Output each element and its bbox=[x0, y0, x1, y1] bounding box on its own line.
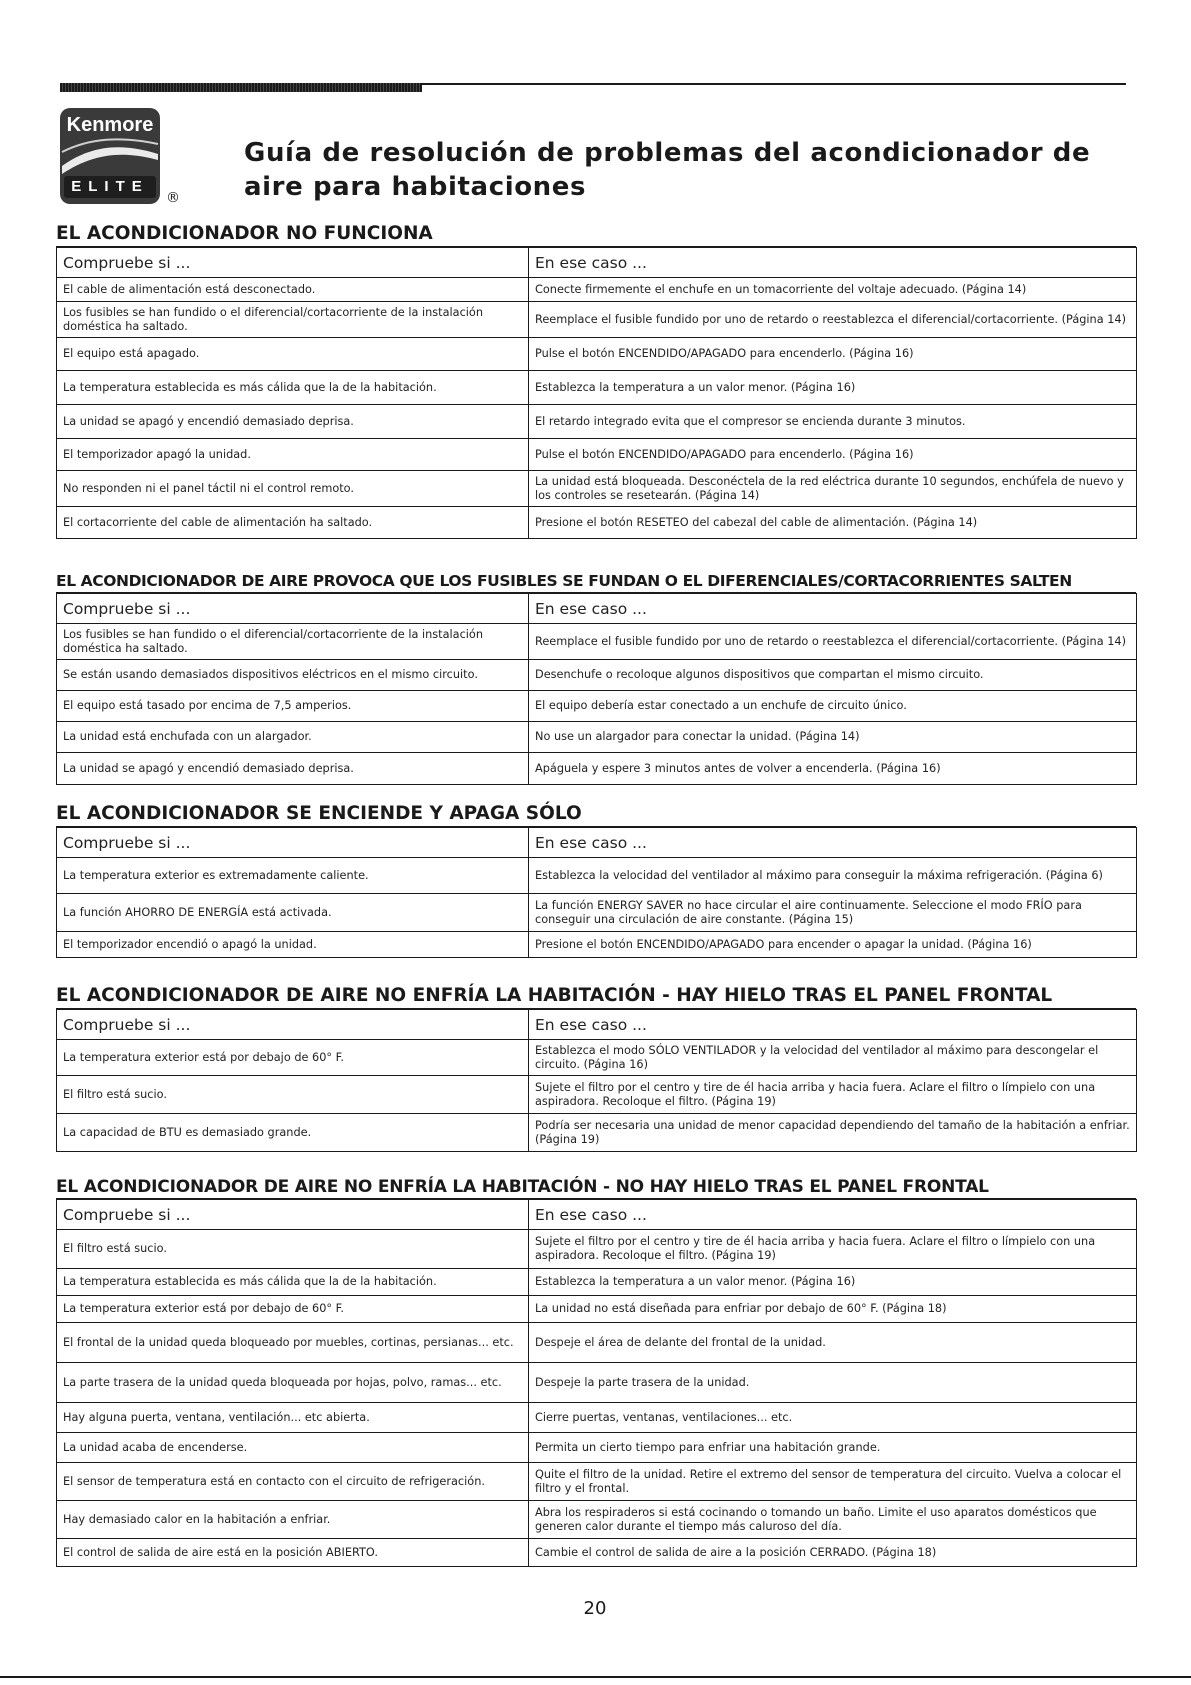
check-cell: El filtro está sucio. bbox=[57, 1076, 529, 1114]
then-cell: El retardo integrado evita que el compresor se encienda durante 3 minutos. bbox=[529, 405, 1137, 439]
page-number: 20 bbox=[583, 1598, 607, 1619]
logo-sub-text: ELITE bbox=[71, 178, 149, 195]
check-cell: La unidad está enchufada con un alargador. bbox=[57, 722, 529, 753]
table-row bbox=[57, 302, 1137, 338]
check-cell: El filtro está sucio. bbox=[57, 1230, 529, 1269]
then-cell: Podría ser necesaria una unidad de menor capacidad dependiendo del tamaño de la habitación a enfriar. (Página 19) bbox=[529, 1114, 1137, 1152]
table-row bbox=[57, 1501, 1137, 1539]
check-cell: El equipo está apagado. bbox=[57, 338, 529, 371]
check-cell: El equipo está tasado por encima de 7,5 amperios. bbox=[57, 691, 529, 722]
table-row bbox=[57, 1076, 1137, 1114]
table-row bbox=[57, 660, 1137, 691]
then-cell: Establezca la velocidad del ventilador al máximo para conseguir la máxima refrigeración. (Página 6) bbox=[529, 858, 1137, 894]
table-header-row bbox=[57, 1010, 1137, 1040]
then-cell: Pulse el botón ENCENDIDO/APAGADO para encenderlo. (Página 16) bbox=[529, 439, 1137, 471]
table-row bbox=[57, 1323, 1137, 1363]
table-row bbox=[57, 858, 1137, 894]
then-cell: Presione el botón ENCENDIDO/APAGADO para encender o apagar la unidad. (Página 16) bbox=[529, 932, 1137, 958]
troubleshooting-table bbox=[56, 827, 1137, 958]
table-row bbox=[57, 405, 1137, 439]
then-cell: No use un alargador para conectar la unidad. (Página 14) bbox=[529, 722, 1137, 753]
troubleshooting-table bbox=[56, 1009, 1137, 1152]
then-cell: La función ENERGY SAVER no hace circular el aire continuamente. Seleccione el modo FRÍO para conseguir una circulación de aire constante. (Página 15) bbox=[529, 894, 1137, 932]
section-no-hay-hielo bbox=[56, 1176, 1136, 1567]
check-cell: El control de salida de aire está en la posición ABIERTO. bbox=[57, 1539, 529, 1567]
column-header-then: En ese caso ... bbox=[529, 248, 1137, 278]
section-heading: EL ACONDICIONADOR DE AIRE NO ENFRÍA LA HABITACIÓN - NO HAY HIELO TRAS EL PANEL FRONTAL bbox=[56, 1176, 1136, 1199]
check-cell: Hay demasiado calor en la habitación a enfriar. bbox=[57, 1501, 529, 1539]
table-row bbox=[57, 1296, 1137, 1323]
logo-badge bbox=[60, 108, 160, 204]
check-cell: Se están usando demasiados dispositivos eléctricos en el mismo circuito. bbox=[57, 660, 529, 691]
table-row bbox=[57, 1269, 1137, 1296]
table-header-row bbox=[57, 248, 1137, 278]
table-row bbox=[57, 753, 1137, 785]
table-row bbox=[57, 1539, 1137, 1567]
then-cell: El equipo debería estar conectado a un enchufe de circuito único. bbox=[529, 691, 1137, 722]
section-heading: EL ACONDICIONADOR DE AIRE PROVOCA QUE LOS FUSIBLES SE FUNDAN O EL DIFERENCIALES/CORTACORRIENTES SALTEN bbox=[56, 570, 1136, 593]
then-cell: La unidad está bloqueada. Desconéctela de la red eléctrica durante 10 segundos, enchúfela de nuevo y los controles se resetearán. (Página 14) bbox=[529, 471, 1137, 507]
logo-brand-text: Kenmore bbox=[66, 114, 154, 136]
check-cell: La función AHORRO DE ENERGÍA está activada. bbox=[57, 894, 529, 932]
check-cell: La temperatura exterior está por debajo de 60° F. bbox=[57, 1296, 529, 1323]
then-cell: Establezca la temperatura a un valor menor. (Página 16) bbox=[529, 1269, 1137, 1296]
check-cell: La unidad acaba de encenderse. bbox=[57, 1433, 529, 1463]
table-header-row bbox=[57, 828, 1137, 858]
check-cell: El temporizador apagó la unidad. bbox=[57, 439, 529, 471]
check-cell: La temperatura establecida es más cálida que la de la habitación. bbox=[57, 371, 529, 405]
table-row bbox=[57, 1433, 1137, 1463]
section-heading: EL ACONDICIONADOR DE AIRE NO ENFRÍA LA HABITACIÓN - HAY HIELO TRAS EL PANEL FRONTAL bbox=[56, 984, 1136, 1009]
troubleshooting-table bbox=[56, 593, 1137, 785]
bottom-rule bbox=[0, 1676, 1191, 1678]
column-header-then: En ese caso ... bbox=[529, 594, 1137, 624]
check-cell: El temporizador encendió o apagó la unidad. bbox=[57, 932, 529, 958]
check-cell: El frontal de la unidad queda bloqueado por muebles, cortinas, persianas... etc. bbox=[57, 1323, 529, 1363]
check-cell: La capacidad de BTU es demasiado grande. bbox=[57, 1114, 529, 1152]
then-cell: Permita un cierto tiempo para enfriar una habitación grande. bbox=[529, 1433, 1137, 1463]
then-cell: Establezca la temperatura a un valor menor. (Página 16) bbox=[529, 371, 1137, 405]
table-header-row bbox=[57, 594, 1137, 624]
table-row bbox=[57, 278, 1137, 302]
table-row bbox=[57, 1463, 1137, 1501]
section-no-funciona bbox=[56, 222, 1136, 539]
check-cell: La unidad se apagó y encendió demasiado deprisa. bbox=[57, 405, 529, 439]
then-cell: Reemplace el fusible fundido por uno de retardo o reestablezca el diferencial/cortacorriente. (Página 14) bbox=[529, 624, 1137, 660]
column-header-check: Compruebe si ... bbox=[57, 1010, 529, 1040]
then-cell: Conecte firmemente el enchufe en un tomacorriente del voltaje adecuado. (Página 14) bbox=[529, 278, 1137, 302]
top-rule-accent bbox=[60, 83, 422, 92]
column-header-check: Compruebe si ... bbox=[57, 828, 529, 858]
check-cell: Los fusibles se han fundido o el diferencial/cortacorriente de la instalación doméstica ha saltado. bbox=[57, 624, 529, 660]
then-cell: Apáguela y espere 3 minutos antes de volver a encenderla. (Página 16) bbox=[529, 753, 1137, 785]
table-row bbox=[57, 1114, 1137, 1152]
then-cell: Cambie el control de salida de aire a la posición CERRADO. (Página 18) bbox=[529, 1539, 1137, 1567]
then-cell: Sujete el filtro por el centro y tire de él hacia arriba y hacia fuera. Aclare el filtro o límpielo con una aspiradora. Recoloque el filtro. (Página 19) bbox=[529, 1076, 1137, 1114]
then-cell: Despeje el área de delante del frontal de la unidad. bbox=[529, 1323, 1137, 1363]
then-cell: Pulse el botón ENCENDIDO/APAGADO para encenderlo. (Página 16) bbox=[529, 338, 1137, 371]
table-row bbox=[57, 1403, 1137, 1433]
table-row bbox=[57, 1230, 1137, 1269]
check-cell: La temperatura exterior es extremadamente caliente. bbox=[57, 858, 529, 894]
check-cell: Hay alguna puerta, ventana, ventilación... etc abierta. bbox=[57, 1403, 529, 1433]
section-enciende-apaga bbox=[56, 802, 1136, 958]
column-header-then: En ese caso ... bbox=[529, 828, 1137, 858]
section-fusibles bbox=[56, 570, 1136, 785]
kenmore-elite-logo bbox=[60, 108, 180, 208]
table-row bbox=[57, 338, 1137, 371]
check-cell: No responden ni el panel táctil ni el control remoto. bbox=[57, 471, 529, 507]
check-cell: Los fusibles se han fundido o el diferencial/cortacorriente de la instalación doméstica ha saltado. bbox=[57, 302, 529, 338]
check-cell: El cable de alimentación está desconectado. bbox=[57, 278, 529, 302]
check-cell: La unidad se apagó y encendió demasiado deprisa. bbox=[57, 753, 529, 785]
table-row bbox=[57, 722, 1137, 753]
table-row bbox=[57, 507, 1137, 539]
table-row bbox=[57, 1363, 1137, 1403]
check-cell: El cortacorriente del cable de alimentación ha saltado. bbox=[57, 507, 529, 539]
then-cell: Quite el filtro de la unidad. Retire el extremo del sensor de temperatura del circuito. Vuelva a colocar el filtro y el frontal. bbox=[529, 1463, 1137, 1501]
table-row bbox=[57, 439, 1137, 471]
table-row bbox=[57, 1040, 1137, 1076]
column-header-check: Compruebe si ... bbox=[57, 1200, 529, 1230]
page-title: Guía de resolución de problemas del acondicionador de aire para habitaciones bbox=[244, 138, 1091, 202]
check-cell: La parte trasera de la unidad queda bloqueada por hojas, polvo, ramas... etc. bbox=[57, 1363, 529, 1403]
table-row bbox=[57, 894, 1137, 932]
check-cell: El sensor de temperatura está en contacto con el circuito de refrigeración. bbox=[57, 1463, 529, 1501]
column-header-then: En ese caso ... bbox=[529, 1200, 1137, 1230]
table-row bbox=[57, 371, 1137, 405]
column-header-then: En ese caso ... bbox=[529, 1010, 1137, 1040]
then-cell: Cierre puertas, ventanas, ventilaciones... etc. bbox=[529, 1403, 1137, 1433]
then-cell: Establezca el modo SÓLO VENTILADOR y la velocidad del ventilador al máximo para descongelar el circuito. (Página 16) bbox=[529, 1040, 1137, 1076]
table-row bbox=[57, 932, 1137, 958]
then-cell: Presione el botón RESETEO del cabezal del cable de alimentación. (Página 14) bbox=[529, 507, 1137, 539]
table-row bbox=[57, 624, 1137, 660]
troubleshooting-table bbox=[56, 247, 1137, 539]
then-cell: Despeje la parte trasera de la unidad. bbox=[529, 1363, 1137, 1403]
section-heading: EL ACONDICIONADOR NO FUNCIONA bbox=[56, 222, 1136, 247]
then-cell: Abra los respiraderos si está cocinando o tomando un baño. Limite el uso aparatos domésticos que generen calor durante el tiempo más caluroso del día. bbox=[529, 1501, 1137, 1539]
troubleshooting-table bbox=[56, 1199, 1137, 1567]
section-heading: EL ACONDICIONADOR SE ENCIENDE Y APAGA SÓLO bbox=[56, 802, 1136, 827]
check-cell: La temperatura exterior está por debajo de 60° F. bbox=[57, 1040, 529, 1076]
then-cell: Desenchufe o recoloque algunos dispositivos que compartan el mismo circuito. bbox=[529, 660, 1137, 691]
check-cell: La temperatura establecida es más cálida que la de la habitación. bbox=[57, 1269, 529, 1296]
then-cell: La unidad no está diseñada para enfriar por debajo de 60° F. (Página 18) bbox=[529, 1296, 1137, 1323]
column-header-check: Compruebe si ... bbox=[57, 594, 529, 624]
table-header-row bbox=[57, 1200, 1137, 1230]
then-cell: Sujete el filtro por el centro y tire de él hacia arriba y hacia fuera. Aclare el filtro o límpielo con una aspiradora. Recoloque el filtro. (Página 19) bbox=[529, 1230, 1137, 1269]
column-header-check: Compruebe si ... bbox=[57, 248, 529, 278]
table-row bbox=[57, 471, 1137, 507]
section-hay-hielo bbox=[56, 984, 1136, 1152]
registered-mark: ® bbox=[166, 190, 180, 206]
then-cell: Reemplace el fusible fundido por uno de retardo o reestablezca el diferencial/cortacorriente. (Página 14) bbox=[529, 302, 1137, 338]
table-row bbox=[57, 691, 1137, 722]
